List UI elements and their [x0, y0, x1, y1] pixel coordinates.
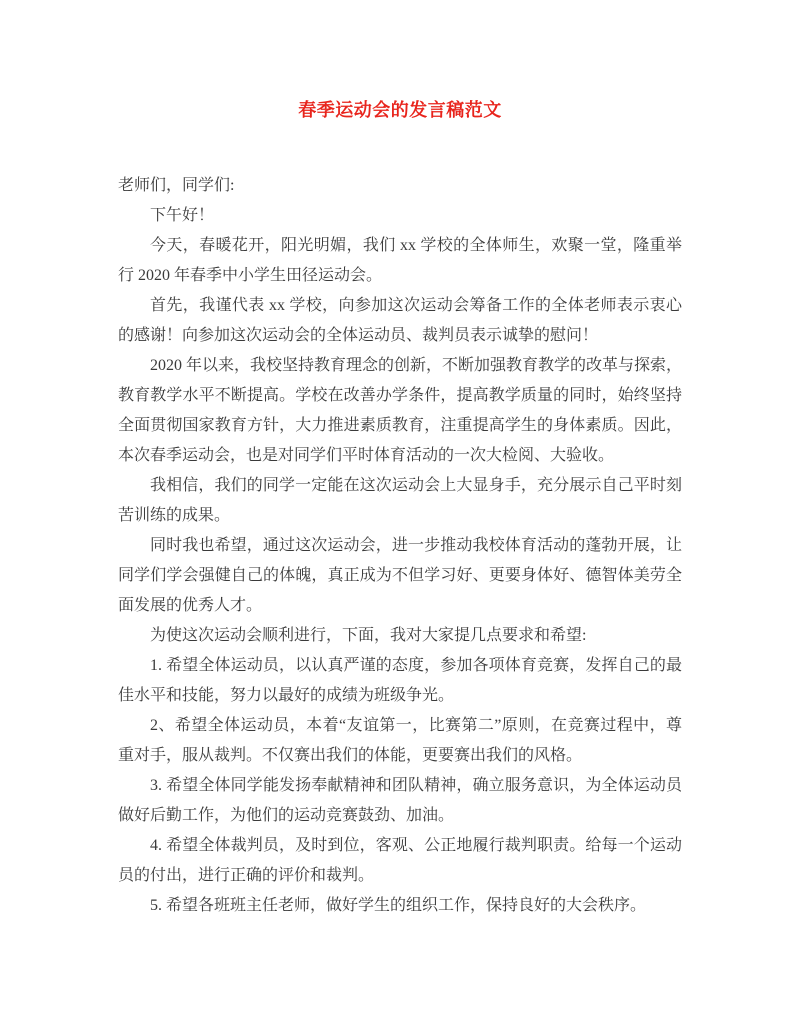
paragraph-greeting: 下午好！: [150, 207, 215, 224]
paragraph-requirements-intro: 为使这次运动会顺利进行，下面，我对大家提几点要求和希望:: [150, 627, 587, 644]
paragraph-requirement-1: 1. 希望全体运动员，以认真严谨的态度，参加各项体育竞赛，发挥自己的最佳水平和技能，努力以最好的成绩为班级争光。: [118, 657, 682, 704]
paragraph-school-review: 2020 年以来，我校坚持教育理念的创新，不断加强教育教学的改革与探索，教育教学水平不断提高。学校在改善办学条件，提高教学质量的同时，始终坚持全面贯彻国家教育方针，大力推进素质教育，注重提高学生的身体素质。因此，本次春季运动会，也是对同学们平时体育活动的一次大检阅、大验收。: [118, 357, 683, 464]
document-body: [118, 171, 682, 921]
document-title: 春季运动会的发言稿范文: [298, 100, 502, 120]
paragraph-opening: 今天，春暖花开，阳光明媚，我们 xx 学校的全体师生，欢聚一堂，隆重举行 2020 年春季中小学生田径运动会。: [118, 237, 682, 284]
paragraph-requirement-5: 5. 希望各班班主任老师，做好学生的组织工作，保持良好的大会秩序。: [150, 897, 647, 914]
paragraph-salutation: 老师们，同学们:: [118, 177, 235, 194]
paragraph-requirement-2: 2、希望全体运动员，本着“友谊第一，比赛第二”原则，在竞赛过程中，尊重对手，服从裁判。不仅赛出我们的体能，更要赛出我们的风格。: [118, 717, 682, 764]
paragraph-thanks: 首先，我谨代表 xx 学校，向参加这次运动会筹备工作的全体老师表示衷心的感谢！向参加这次运动会的全体运动员、裁判员表示诚挚的慰问！: [118, 297, 682, 344]
paragraph-requirement-4: 4. 希望全体裁判员，及时到位，客观、公正地履行裁判职责。给每一个运动员的付出，进行正确的评价和裁判。: [118, 837, 682, 884]
paragraph-confidence: 我相信，我们的同学一定能在这次运动会上大显身手，充分展示自己平时刻苦训练的成果。: [118, 477, 682, 524]
paragraph-hope: 同时我也希望，通过这次运动会，进一步推动我校体育活动的蓬勃开展，让同学们学会强健自己的体魄，真正成为不但学习好、更要身体好、德智体美劳全面发展的优秀人才。: [118, 537, 682, 614]
paragraph-requirement-3: 3. 希望全体同学能发扬奉献精神和团队精神，确立服务意识，为全体运动员做好后勤工作，为他们的运动竞赛鼓劲、加油。: [118, 777, 682, 824]
